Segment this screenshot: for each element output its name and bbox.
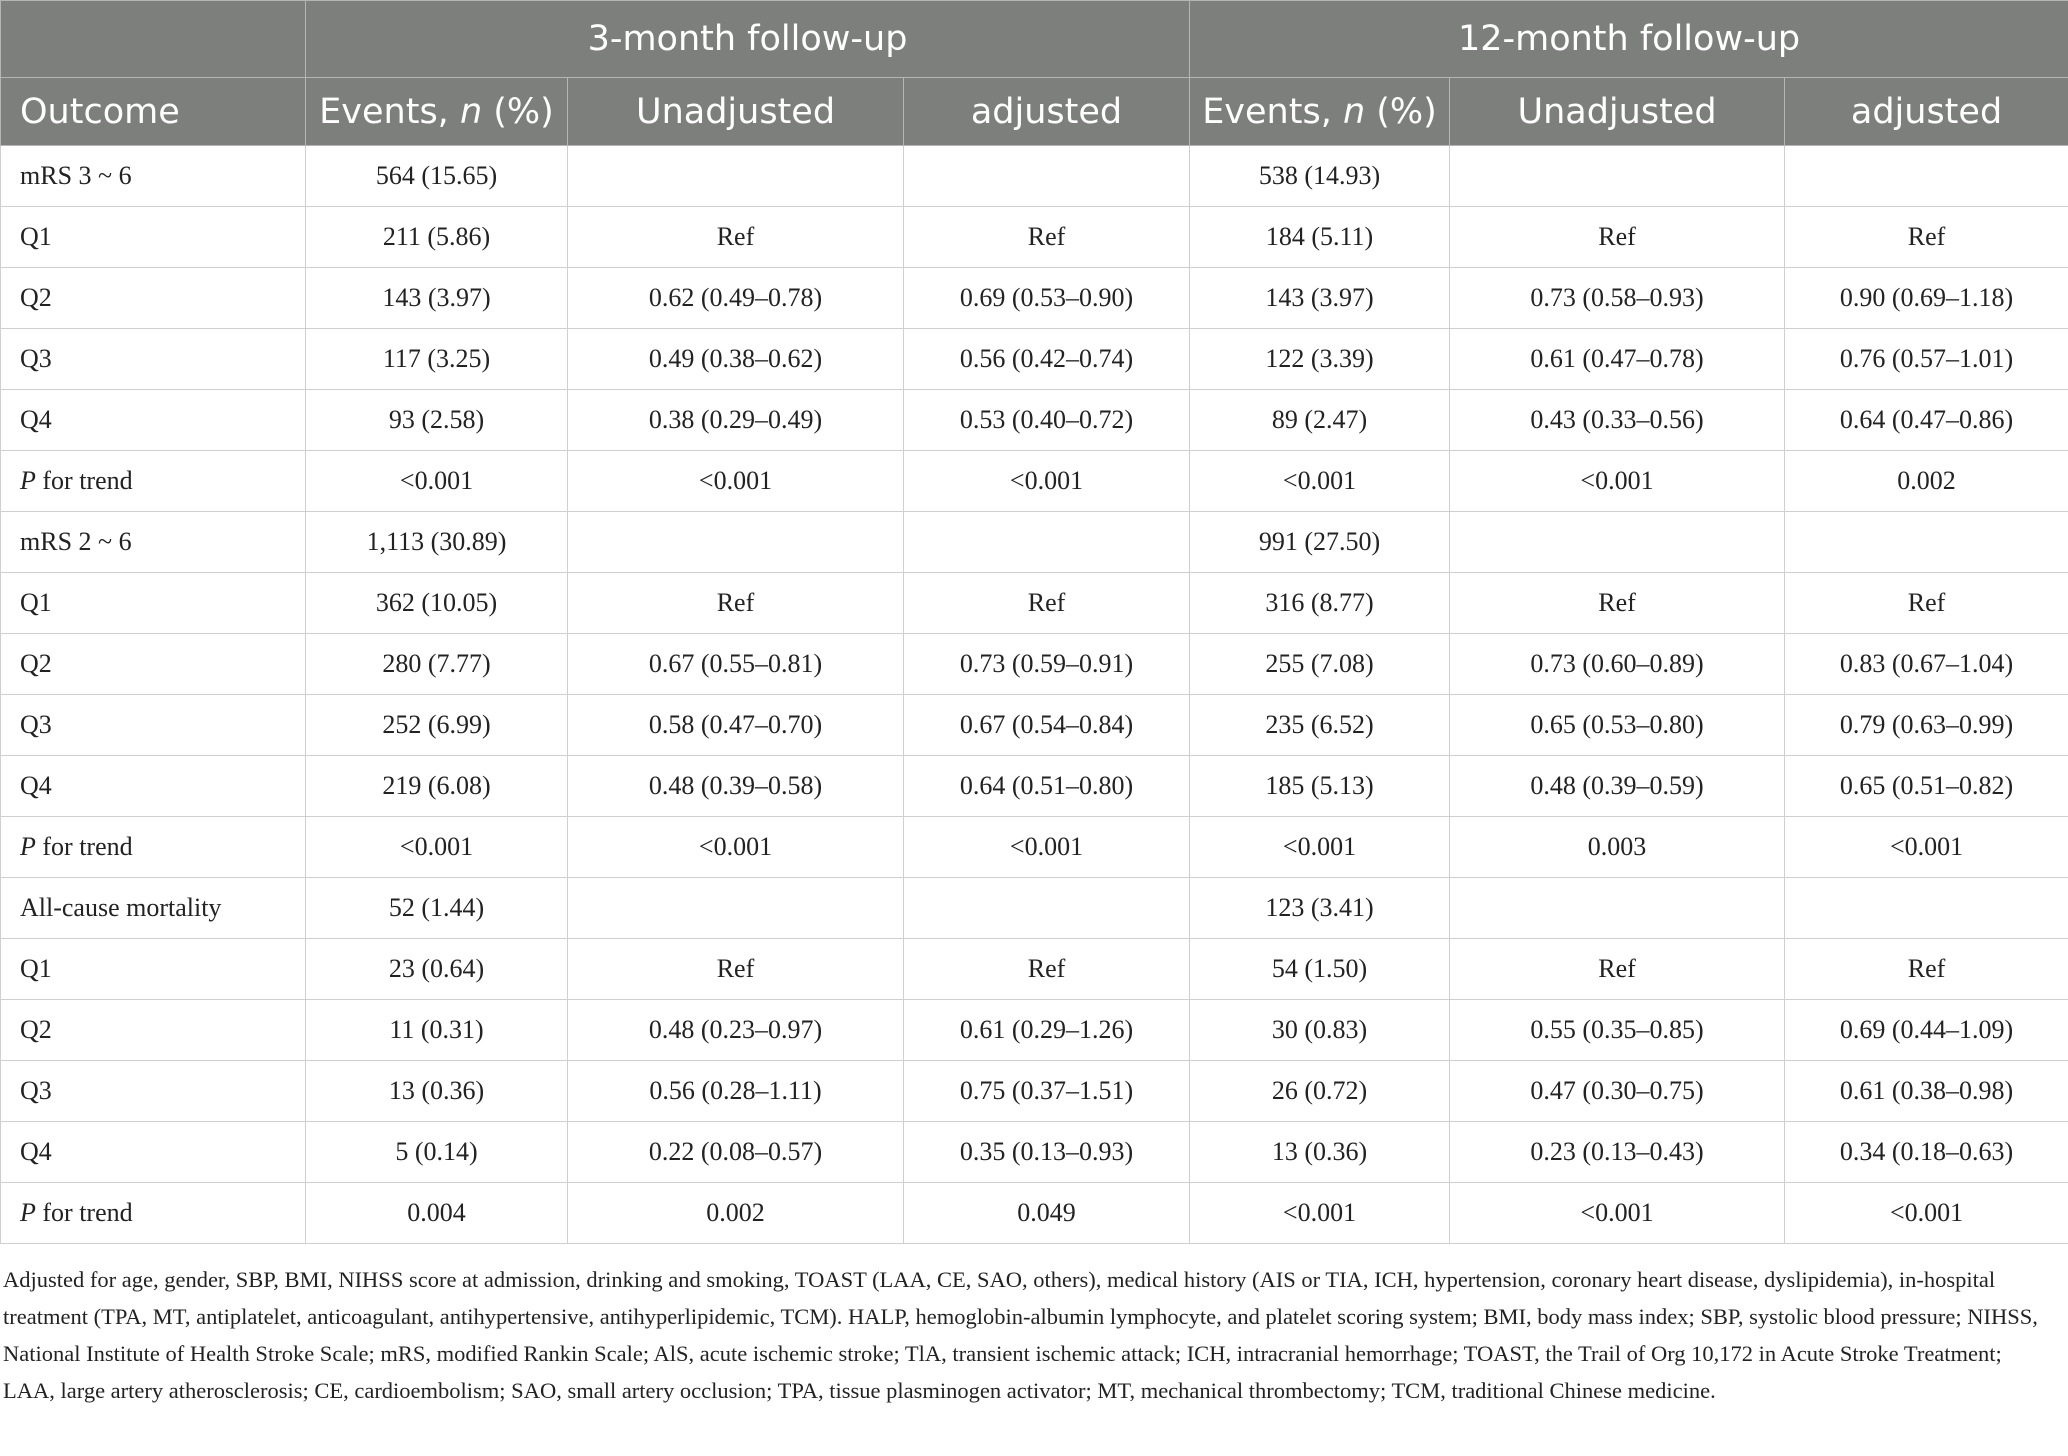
table-body <box>1 146 2068 1244</box>
table-row <box>1 939 2068 1000</box>
cell-m12-adj: 0.002 <box>1785 451 2068 512</box>
cell-m12-events: 26 (0.72) <box>1190 1061 1450 1122</box>
cell-m12-events: <0.001 <box>1190 817 1450 878</box>
row-label: Q1 <box>1 207 306 268</box>
header-events-3-month <box>306 78 568 146</box>
cell-m3-events: 52 (1.44) <box>306 878 568 939</box>
cell-m3-unadj: 0.49 (0.38–0.62) <box>568 329 904 390</box>
table-row <box>1 573 2068 634</box>
table-row <box>1 1122 2068 1183</box>
header-group-12-month: 12-month follow-up <box>1190 1 2068 78</box>
cell-m3-adj: 0.67 (0.54–0.84) <box>904 695 1190 756</box>
table-row <box>1 268 2068 329</box>
cell-m12-unadj: Ref <box>1450 207 1785 268</box>
cell-m12-adj: Ref <box>1785 207 2068 268</box>
cell-m3-events: 5 (0.14) <box>306 1122 568 1183</box>
row-label-rest: for trend <box>35 832 133 861</box>
cell-m12-adj: 0.83 (0.67–1.04) <box>1785 634 2068 695</box>
cell-m12-unadj <box>1450 146 1785 207</box>
cell-m12-events: 123 (3.41) <box>1190 878 1450 939</box>
row-label: Q1 <box>1 573 306 634</box>
cell-m3-events: <0.001 <box>306 817 568 878</box>
cell-m12-adj <box>1785 512 2068 573</box>
cell-m12-events: 255 (7.08) <box>1190 634 1450 695</box>
cell-m3-adj: 0.53 (0.40–0.72) <box>904 390 1190 451</box>
cell-m3-events: 117 (3.25) <box>306 329 568 390</box>
cell-m12-unadj: 0.65 (0.53–0.80) <box>1450 695 1785 756</box>
cell-m12-events: 54 (1.50) <box>1190 939 1450 1000</box>
row-label: Q3 <box>1 1061 306 1122</box>
cell-m12-events: <0.001 <box>1190 451 1450 512</box>
table-row <box>1 756 2068 817</box>
cell-m3-events: 11 (0.31) <box>306 1000 568 1061</box>
cell-m12-adj: Ref <box>1785 573 2068 634</box>
cell-m3-unadj: 0.67 (0.55–0.81) <box>568 634 904 695</box>
cell-m3-unadj: 0.56 (0.28–1.11) <box>568 1061 904 1122</box>
cell-m12-adj: 0.34 (0.18–0.63) <box>1785 1122 2068 1183</box>
header-unadjusted-3-month: Unadjusted <box>568 78 904 146</box>
events-label-n: n <box>459 91 483 132</box>
cell-m12-events: <0.001 <box>1190 1183 1450 1244</box>
row-label: mRS 2 ~ 6 <box>1 512 306 573</box>
events-label-suffix: (%) <box>482 91 554 132</box>
header-unadjusted-12-month: Unadjusted <box>1450 78 1785 146</box>
table-row <box>1 878 2068 939</box>
cell-m12-events: 538 (14.93) <box>1190 146 1450 207</box>
cell-m3-unadj: 0.48 (0.39–0.58) <box>568 756 904 817</box>
cell-m3-events: 219 (6.08) <box>306 756 568 817</box>
cell-m12-unadj: 0.61 (0.47–0.78) <box>1450 329 1785 390</box>
cell-m3-unadj: Ref <box>568 939 904 1000</box>
cell-m12-unadj <box>1450 512 1785 573</box>
cell-m3-adj <box>904 878 1190 939</box>
table-row <box>1 512 2068 573</box>
table-header <box>1 1 2068 146</box>
cell-m3-unadj: Ref <box>568 207 904 268</box>
cell-m3-unadj: 0.48 (0.23–0.97) <box>568 1000 904 1061</box>
table-row <box>1 817 2068 878</box>
cell-m12-events: 991 (27.50) <box>1190 512 1450 573</box>
cell-m12-unadj: 0.73 (0.60–0.89) <box>1450 634 1785 695</box>
row-label: Q2 <box>1 1000 306 1061</box>
cell-m12-adj: 0.76 (0.57–1.01) <box>1785 329 2068 390</box>
cell-m3-adj: 0.35 (0.13–0.93) <box>904 1122 1190 1183</box>
row-label: Q3 <box>1 329 306 390</box>
row-label: Q2 <box>1 634 306 695</box>
cell-m12-unadj: 0.73 (0.58–0.93) <box>1450 268 1785 329</box>
table-footnote: Adjusted for age, gender, SBP, BMI, NIHSS score at admission, drinking and smoking, TOAST (LAA, CE, SAO, others), medical history (AIS or TIA, ICH, hypertension, coronary heart disease, dyslipidemia), in-hospital treatment (TPA, MT, antiplatelet, anticoagulant, antihypertensive, antihyperlipidemic, TCM). HALP, hemoglobin-albumin lymphocyte, and platelet scoring system; BMI, body mass index; SBP, systolic blood pressure; NIHSS, National Institute of Health Stroke Scale; mRS, modified Rankin Scale; AlS, acute ischemic stroke; TlA, transient ischemic attack; ICH, intracranial hemorrhage; TOAST, the Trail of Org 10,172 in Acute Stroke Treatment; LAA, large artery atherosclerosis; CE, cardioembolism; SAO, small artery occlusion; TPA, tissue plasminogen activator; MT, mechanical thrombectomy; TCM, traditional Chinese medicine. <box>3 1267 2038 1403</box>
cell-m12-adj <box>1785 146 2068 207</box>
row-label: mRS 3 ~ 6 <box>1 146 306 207</box>
table-row <box>1 451 2068 512</box>
row-label-rest: for trend <box>35 1198 133 1227</box>
events-label-prefix: Events, <box>1202 91 1343 132</box>
cell-m3-unadj <box>568 512 904 573</box>
cell-m12-adj: 0.64 (0.47–0.86) <box>1785 390 2068 451</box>
row-label: Q4 <box>1 390 306 451</box>
cell-m3-adj: Ref <box>904 573 1190 634</box>
cell-m12-unadj: <0.001 <box>1450 451 1785 512</box>
cell-m3-events: 143 (3.97) <box>306 268 568 329</box>
cell-m3-adj: 0.69 (0.53–0.90) <box>904 268 1190 329</box>
cell-m3-adj: 0.75 (0.37–1.51) <box>904 1061 1190 1122</box>
cell-m3-adj: 0.64 (0.51–0.80) <box>904 756 1190 817</box>
cell-m12-unadj: 0.003 <box>1450 817 1785 878</box>
cell-m3-adj: <0.001 <box>904 451 1190 512</box>
table-row <box>1 695 2068 756</box>
cell-m3-adj: Ref <box>904 207 1190 268</box>
cell-m12-unadj: Ref <box>1450 939 1785 1000</box>
table-row <box>1 207 2068 268</box>
cell-m3-unadj: Ref <box>568 573 904 634</box>
cell-m3-events: 13 (0.36) <box>306 1061 568 1122</box>
header-blank-cell <box>1 1 306 78</box>
row-label: Q4 <box>1 1122 306 1183</box>
row-label <box>1 817 306 878</box>
cell-m3-events: 252 (6.99) <box>306 695 568 756</box>
cell-m3-unadj: 0.22 (0.08–0.57) <box>568 1122 904 1183</box>
cell-m3-unadj: 0.38 (0.29–0.49) <box>568 390 904 451</box>
cell-m12-events: 316 (8.77) <box>1190 573 1450 634</box>
cell-m3-unadj: 0.002 <box>568 1183 904 1244</box>
cell-m3-adj <box>904 146 1190 207</box>
row-label <box>1 1183 306 1244</box>
header-group-row <box>1 1 2068 78</box>
cell-m3-unadj: 0.62 (0.49–0.78) <box>568 268 904 329</box>
cell-m12-adj: 0.69 (0.44–1.09) <box>1785 1000 2068 1061</box>
header-columns-row <box>1 78 2068 146</box>
cell-m3-unadj: <0.001 <box>568 451 904 512</box>
cell-m12-events: 89 (2.47) <box>1190 390 1450 451</box>
cell-m3-adj: 0.61 (0.29–1.26) <box>904 1000 1190 1061</box>
row-label: Q3 <box>1 695 306 756</box>
cell-m3-adj: <0.001 <box>904 817 1190 878</box>
cell-m3-events: <0.001 <box>306 451 568 512</box>
cell-m3-events: 564 (15.65) <box>306 146 568 207</box>
cell-m3-adj: 0.73 (0.59–0.91) <box>904 634 1190 695</box>
cell-m12-events: 30 (0.83) <box>1190 1000 1450 1061</box>
table-row <box>1 1061 2068 1122</box>
cell-m12-adj: 0.65 (0.51–0.82) <box>1785 756 2068 817</box>
cell-m12-adj: <0.001 <box>1785 1183 2068 1244</box>
events-label-prefix: Events, <box>319 91 460 132</box>
cell-m3-unadj: <0.001 <box>568 817 904 878</box>
table-row <box>1 390 2068 451</box>
cell-m12-adj: Ref <box>1785 939 2068 1000</box>
cell-m3-events: 362 (10.05) <box>306 573 568 634</box>
table-row <box>1 146 2068 207</box>
cell-m12-events: 184 (5.11) <box>1190 207 1450 268</box>
p-italic: P <box>20 466 36 495</box>
cell-m3-adj: 0.049 <box>904 1183 1190 1244</box>
header-events-12-month <box>1190 78 1450 146</box>
cell-m12-adj: 0.90 (0.69–1.18) <box>1785 268 2068 329</box>
cell-m3-adj: Ref <box>904 939 1190 1000</box>
cell-m12-unadj: 0.47 (0.30–0.75) <box>1450 1061 1785 1122</box>
cell-m3-adj <box>904 512 1190 573</box>
cell-m12-events: 122 (3.39) <box>1190 329 1450 390</box>
cell-m12-unadj <box>1450 878 1785 939</box>
cell-m3-events: 280 (7.77) <box>306 634 568 695</box>
cell-m12-unadj: <0.001 <box>1450 1183 1785 1244</box>
p-italic: P <box>20 832 36 861</box>
cell-m12-adj: 0.61 (0.38–0.98) <box>1785 1061 2068 1122</box>
table-row <box>1 1183 2068 1244</box>
table-row <box>1 329 2068 390</box>
cell-m3-events: 23 (0.64) <box>306 939 568 1000</box>
row-label: Q2 <box>1 268 306 329</box>
events-label-n: n <box>1342 91 1366 132</box>
header-group-3-month: 3-month follow-up <box>306 1 1190 78</box>
cell-m3-adj: 0.56 (0.42–0.74) <box>904 329 1190 390</box>
cell-m12-adj: <0.001 <box>1785 817 2068 878</box>
header-outcome: Outcome <box>1 78 306 146</box>
row-label <box>1 451 306 512</box>
row-label: Q4 <box>1 756 306 817</box>
cell-m12-events: 13 (0.36) <box>1190 1122 1450 1183</box>
table-row <box>1 1000 2068 1061</box>
cell-m12-unadj: 0.43 (0.33–0.56) <box>1450 390 1785 451</box>
cell-m12-unadj: 0.55 (0.35–0.85) <box>1450 1000 1785 1061</box>
cell-m12-adj <box>1785 878 2068 939</box>
cell-m3-events: 1,113 (30.89) <box>306 512 568 573</box>
cell-m12-unadj: 0.23 (0.13–0.43) <box>1450 1122 1785 1183</box>
header-adjusted-3-month: adjusted <box>904 78 1190 146</box>
cell-m12-events: 235 (6.52) <box>1190 695 1450 756</box>
events-label-suffix: (%) <box>1365 91 1437 132</box>
cell-m12-events: 143 (3.97) <box>1190 268 1450 329</box>
table-row <box>1 634 2068 695</box>
cell-m12-unadj: Ref <box>1450 573 1785 634</box>
cell-m12-unadj: 0.48 (0.39–0.59) <box>1450 756 1785 817</box>
cell-m3-unadj: 0.58 (0.47–0.70) <box>568 695 904 756</box>
cell-m3-events: 0.004 <box>306 1183 568 1244</box>
cell-m3-unadj <box>568 878 904 939</box>
cell-m3-unadj <box>568 146 904 207</box>
row-label-rest: for trend <box>35 466 133 495</box>
header-adjusted-12-month: adjusted <box>1785 78 2068 146</box>
cell-m12-adj: 0.79 (0.63–0.99) <box>1785 695 2068 756</box>
row-label: Q1 <box>1 939 306 1000</box>
p-italic: P <box>20 1198 36 1227</box>
row-label: All-cause mortality <box>1 878 306 939</box>
cell-m12-events: 185 (5.13) <box>1190 756 1450 817</box>
cell-m3-events: 211 (5.86) <box>306 207 568 268</box>
cell-m3-events: 93 (2.58) <box>306 390 568 451</box>
